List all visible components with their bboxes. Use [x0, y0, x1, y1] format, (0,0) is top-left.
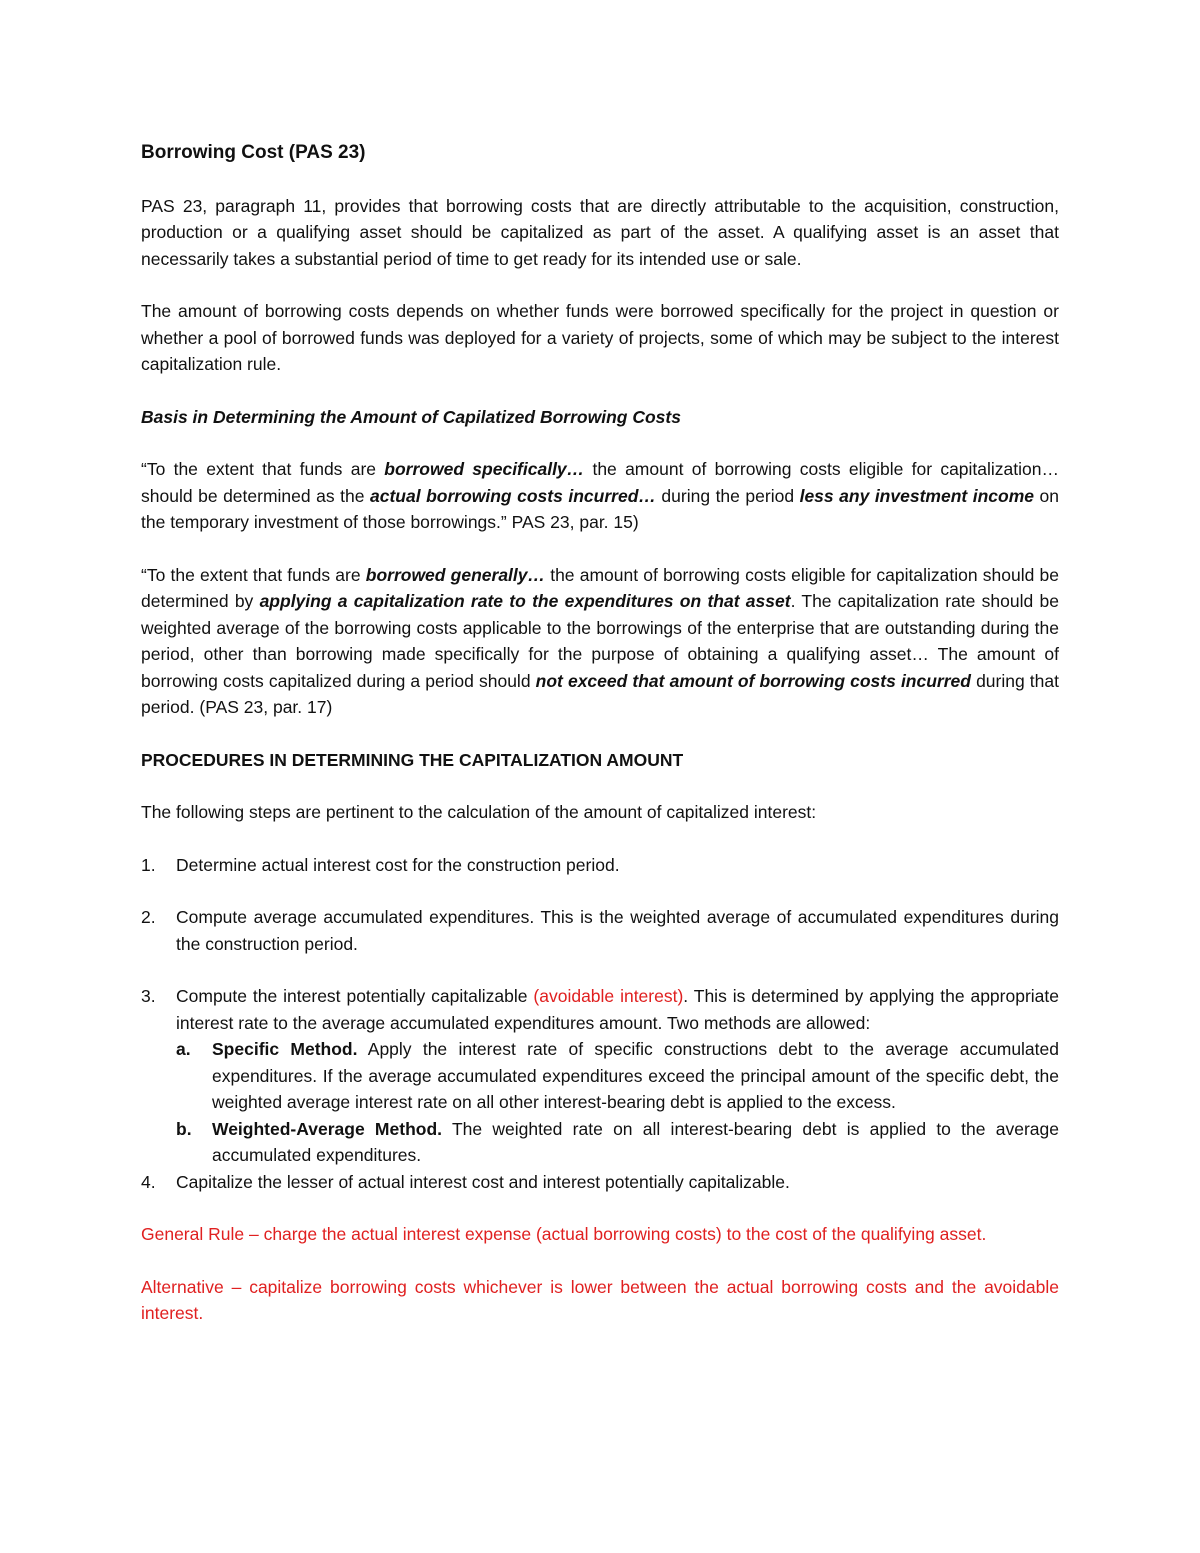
method-name: Specific Method.	[212, 1039, 358, 1059]
list-item-specific-method	[176, 1036, 1059, 1116]
methods-list	[176, 1036, 1059, 1169]
step-text	[176, 983, 1059, 1036]
step-number: 2.	[141, 907, 156, 927]
step-text: Determine actual interest cost for the construction period.	[176, 854, 620, 875]
document-page	[141, 140, 1059, 1353]
avoidable-interest-label: (avoidable interest)	[533, 986, 684, 1006]
quote-text: the amount of borrowing costs eligible for capitalization… should be determined as the	[141, 459, 1059, 506]
quote-emphasis: borrowed specifically…	[384, 459, 585, 479]
steps-intro: The following steps are pertinent to the calculation of the amount of capitalized interest:	[141, 802, 817, 822]
steps-list	[141, 852, 1059, 1196]
page-title: Borrowing Cost (PAS 23)	[141, 142, 366, 163]
quote-specific-paragraph	[141, 456, 1059, 536]
substep-letter: a.	[176, 1039, 191, 1059]
quote-text: during the period	[655, 485, 800, 506]
quote-text: the amount of borrowing costs eligible for capitalization should be determined by	[141, 564, 1060, 611]
list-item-step-4	[141, 1169, 1059, 1196]
quote-emphasis: actual borrowing costs incurred…	[369, 485, 656, 506]
basis-heading: Basis in Determining the Amount of Capilatized Borrowing Costs	[141, 406, 681, 427]
list-item-weighted-average-method	[176, 1116, 1059, 1169]
quote-text: during that period. (PAS 23, par. 17)	[141, 670, 1059, 717]
step-number: 1.	[141, 854, 156, 875]
step-text-part: Compute the interest potentially capitalizable	[176, 986, 534, 1006]
step-text-part: . This is determined by applying the appropriate interest rate to the average accumulated expenditures amount. Two methods are allowed:	[176, 986, 1060, 1033]
step-number: 3.	[141, 986, 156, 1006]
method-text: The weighted rate on all interest-bearing debt is applied to the average accumulated expenditures.	[212, 1118, 1059, 1165]
method-text: Apply the interest rate of specific constructions debt to the average accumulated expenditures. If the average accumulated expenditures exceed the principal amount of the specific debt, the weighted average interest rate on all other interest-bearing debt is applied to the excess.	[212, 1039, 1059, 1112]
quote-emphasis: less any investment income	[799, 485, 1034, 506]
alternative-rule: Alternative – capitalize borrowing costs whichever is lower between the actual borrowing costs and the avoidable interest.	[141, 1276, 1059, 1323]
quote-general-paragraph	[141, 562, 1059, 721]
quote-text: “To the extent that funds are	[141, 459, 385, 479]
list-item-step-3	[141, 983, 1059, 1169]
step-number: 4.	[141, 1171, 156, 1192]
quote-text: on the temporary investment of those borrowings.” PAS 23, par. 15)	[141, 485, 1059, 532]
quote-text: “To the extent that funds are	[141, 564, 366, 585]
quote-emphasis: applying a capitalization rate to the expenditures on that asset	[259, 591, 791, 611]
intro-paragraph: PAS 23, paragraph 11, provides that borrowing costs that are directly attributable to the acquisition, construction, production or a qualifying asset should be capitalized as part of the asset. A qualifying asset is an asset that necessarily takes a substantial period of time to get ready for its intended use or sale.	[141, 195, 1059, 269]
substep-letter: b.	[176, 1118, 192, 1139]
step-text: Compute average accumulated expenditures. This is the weighted average of accumulated expenditures during the construction period.	[176, 907, 1059, 954]
method-name: Weighted-Average Method.	[212, 1118, 442, 1139]
amount-paragraph: The amount of borrowing costs depends on whether funds were borrowed specifically for the project in question or whether a pool of borrowed funds was deployed for a variety of projects, some of which may be subject to the interest capitalization rule.	[141, 301, 1059, 374]
list-item-step-1	[141, 852, 1059, 879]
list-item-step-2	[141, 904, 1059, 957]
general-rule: General Rule – charge the actual interest expense (actual borrowing costs) to the cost of the qualifying asset.	[141, 1224, 987, 1244]
quote-emphasis: not exceed that amount of borrowing costs incurred	[535, 670, 971, 691]
quote-emphasis: borrowed generally…	[365, 564, 546, 585]
quote-text: . The capitalization rate should be weighted average of the borrowing costs applicable to the borrowings of the enterprise that are outstanding during the period, other than borrowing made specifically for the purpose of obtaining a qualifying asset… The amount of borrowing costs capitalized during a period should	[141, 591, 1059, 691]
procedures-heading: PROCEDURES IN DETERMINING THE CAPITALIZATION AMOUNT	[141, 749, 684, 770]
step-text: Capitalize the lesser of actual interest cost and interest potentially capitalizable.	[176, 1171, 790, 1192]
